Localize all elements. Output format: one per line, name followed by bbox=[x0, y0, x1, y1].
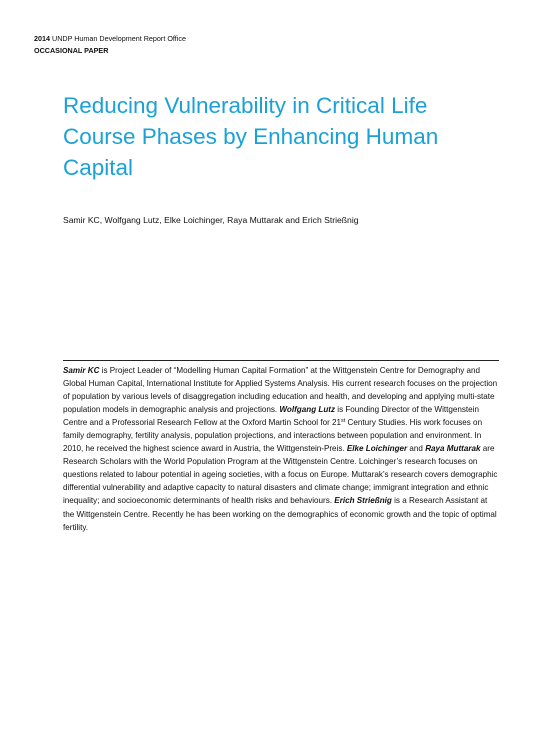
paper-title: Reducing Vulnerability in Critical Life Course Phases by Enhancing Human Capital bbox=[63, 93, 439, 180]
bio-text: are Research Scholars with the World Population Program at the Wittgenstein Centre. Loichinger’s research focuses on questions related to labour potential in ageing societies, with a focus on Europe. Muttarak’s research covers demographic differential vulnerability and adaptive capacity to natural disasters and climate change; immigrant integration and ethnic inequality; and socioeconomic determinants of health risks and behaviours. bbox=[63, 444, 498, 506]
author-name-muttarak: Raya Muttarak bbox=[425, 444, 481, 454]
ordinal-superscript: st bbox=[341, 418, 346, 425]
author-name-striessnig: Erich Strießnig bbox=[334, 496, 392, 506]
bio-text: and bbox=[407, 444, 426, 454]
section-divider bbox=[63, 360, 499, 361]
report-year: 2014 bbox=[34, 34, 50, 43]
paper-series: OCCASIONAL PAPER bbox=[34, 46, 109, 55]
author-name-kc: Samir KC bbox=[63, 366, 100, 375]
author-name-lutz: Wolfgang Lutz bbox=[279, 405, 336, 415]
bio-text: is a Research Assistant at the Wittgenstein Centre. Recently he has been working on the demographics of economic growth and the topic of optimal fertility. bbox=[63, 496, 497, 532]
author-list: Samir KC, Wolfgang Lutz, Elke Loichinger, Raya Muttarak and Erich Strießnig bbox=[63, 215, 359, 225]
bio-text: is Founding Director of the Wittgenstein Centre and a Professorial Research Fellow at the Oxford Martin School for 21 bbox=[63, 405, 479, 428]
report-office-line bbox=[34, 33, 186, 45]
author-name-loichinger: Elke Loichinger bbox=[346, 444, 408, 454]
bio-text: Century Studies. His work focuses on family demography, fertility analysis, population projections, and interactions between population and environment. In 2010, he received the highest science award in Austria, the Wittgenstein-Preis. bbox=[63, 418, 483, 454]
report-office: UNDP Human Development Report Office bbox=[50, 34, 186, 43]
report-header bbox=[34, 33, 186, 57]
bio-text: is Project Leader of “Modelling Human Capital Formation” at the Wittgenstein Centre for Demography and Global Human Capital, International Institute for Applied Systems Analysis. His current research focuses on the projection of population by various levels of disaggregation including education and health, and developing and applying multi-state population models in demographic analysis and projections. bbox=[63, 366, 498, 415]
author-bios bbox=[63, 364, 499, 534]
